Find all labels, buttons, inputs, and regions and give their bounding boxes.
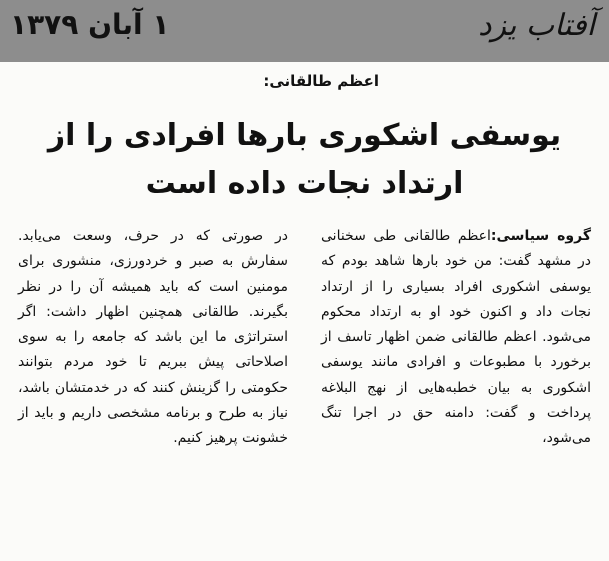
article-byline: گروه سیاسی: [490,228,591,244]
article-column-right [321,224,591,452]
issue-date: ۱ آبان ۱۳۷۹ [10,8,170,41]
article-kicker: اعظم طالقانی: [263,72,379,90]
column-left-text: در صورتی که در حرف، وسعت می‌یابد. سفارش به صبر و خردورزی، منشوری برای مومنین است که باید همیشه آن را در نظر بگیرند. طالقانی همچنین اظهار داشت: اگر استراتژی ما این باشد که جامعه را به سوی اصلاحاتی پیش ببریم تا خود مردم بتوانند حکومتی را گزینش کنند که در خدمتشان باشد، نیاز به طرح و برنامه مشخصی داریم و باید از خشونت پرهیز کنیم. [18,228,288,447]
article-column-left [18,224,288,452]
masthead-banner [0,0,609,62]
column-right-text: اعظم طالقانی طی سخنانی در مشهد گفت: من خود بارها شاهد بودم که یوسفی اشکوری افراد بسیاری را از ارتداد نجات داد و اکنون خود او به ارتداد محکوم می‌شود. اعظم طالقانی ضمن اظهار تاسف از برخورد با مطبوعات و افرادی مانند یوسفی اشکوری به بیان خطبه‌هایی از نهج البلاغه پرداخت و گفت: دامنه حق در اجرا تنگ می‌شود، [321,228,591,447]
article-headline: یوسفی اشکوری بارها افرادی را از ارتداد نجات داده است [47,118,562,201]
newspaper-name: آفتاب یزد [478,8,595,43]
